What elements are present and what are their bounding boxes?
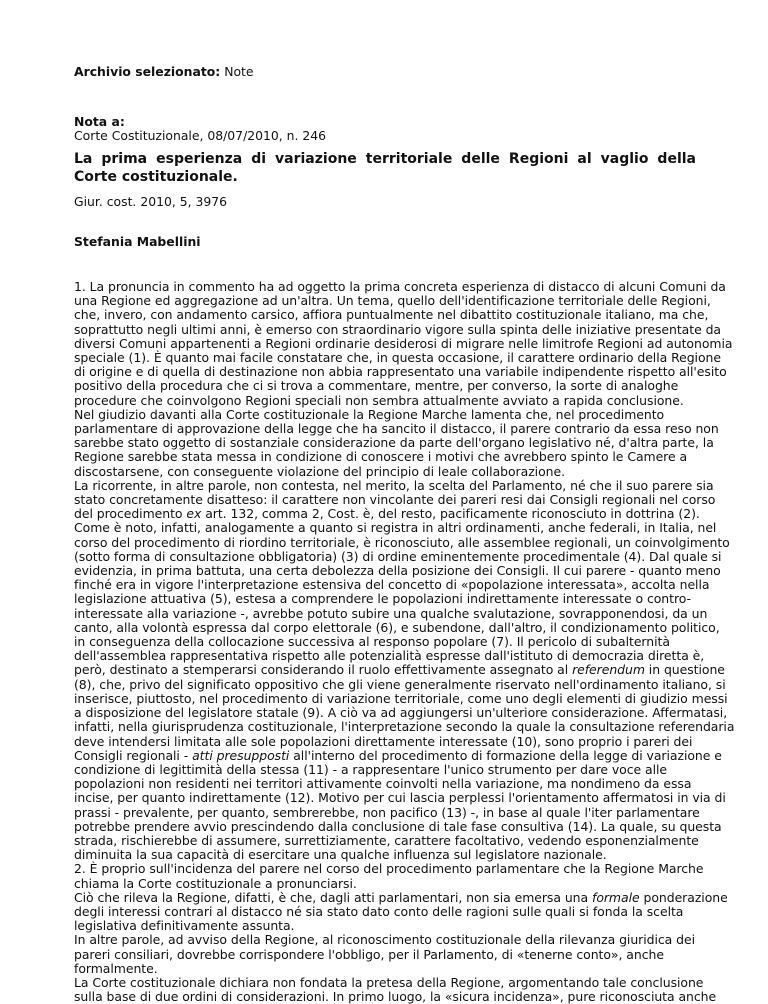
body-line: a disposizione del legislatore statale (9). A ciò va ad aggiungersi un'ulteriore considerazione. Affermatasi, [74, 705, 728, 721]
body-line: Ciò che rileva la Regione, difatti, è che, dagli atti parlamentari, non sia emersa una formale ponderazione [74, 889, 728, 905]
body-line: La ricorrente, in altre parole, non contesta, nel merito, la scelta del Parlamento, né che il suo parere sia [74, 477, 714, 493]
body-line: interessate alla variazione -, avrebbe potuto subire una qualche svalutazione, sovrapponendosi, da un [74, 605, 708, 621]
body-line: legislativa definitivamente assunta. [74, 918, 295, 934]
body-line: condizione di legittimità della stessa (11) - a rappresentare l'unico strumento per dare voce alle [74, 761, 668, 777]
body-line: (8), che, privo del significato oppositivo che gli viene generalmente riservato nell'ordinamento italiano, si [74, 676, 726, 692]
body-line: procedure che coinvolgono Regioni speciali non sembra attualmente avviato a rapida conclusione. [74, 392, 684, 408]
body-line: 2. È proprio sull'incidenza del parere nel corso del procedimento parlamentare che la Regione Marche [74, 861, 704, 877]
body-line: inserisce, piuttosto, nel procedimento di variazione territoriale, come uno degli elementi di giudizio messi [74, 690, 728, 706]
body-line: potrebbe prendere avvio prescindendo dalla conclusione di tale fase consultiva (14). La quale, su questa [74, 818, 722, 834]
body-line: formalmente. [74, 960, 158, 976]
body-line: strada, rischierebbe di assumere, surrettiziamente, carattere facoltativo, vedendo esponenzialmente [74, 832, 699, 848]
body-line: La Corte costituzionale dichiara non fondata la pretesa della Regione, argomentando tale conclusione [74, 974, 704, 990]
body-line: deve intendersi limitata alle sole popolazioni direttamente interessate (10), sono proprio i pareri dei [74, 733, 693, 749]
body-line: stato concretamente disatteso: il carattere non vincolante dei pareri resi dai Consigli regionali nel corso [74, 492, 716, 508]
body-line: Regione sarebbe stata messa in condizione di conoscere i motivi che avrebbero spinto le Camere a [74, 449, 688, 465]
body-line: finché era in vigore l'interpretazione estensiva del concetto di «popolazione interessata», accolta nella [74, 577, 710, 593]
body-line: che, invero, con andamento carsico, affiora puntualmente nel dibattito costituzionale italiano, ma che, [74, 307, 709, 323]
body-line: diversi Comuni appartenenti a Regioni ordinarie desiderosi di migrare nelle limitrofe Regioni ad autonomia [74, 335, 733, 351]
body-line: sulla base di due ordini di considerazioni. In primo luogo, la «sicura incidenza», pure riconosciuta anche [74, 989, 717, 1004]
archive-value: Note [224, 64, 254, 79]
article-citation: Giur. cost. 2010, 5, 3976 [74, 194, 228, 209]
body-line: 1. La pronuncia in commento ha ad oggetto la prima concreta esperienza di distacco di alcuni Comuni da [74, 279, 726, 294]
body-line: discostarsene, con conseguente violazione del principio di leale collaborazione. [74, 463, 565, 479]
archive-label: Archivio selezionato: [74, 64, 221, 79]
nota-label: Nota a: [74, 114, 125, 129]
body-line: corso del procedimento di riordino territoriale, è riconosciuto, alle assemblee regionali, un coinvolgimento [74, 534, 730, 550]
body-line: in conseguenza della collocazione successiva al responso popolare (7). Il pericolo di subalternità [74, 634, 670, 650]
body-line: pareri consiliari, dovrebbe corrispondere l'obbligo, per il Parlamento, di «tenerne conto», anche [74, 946, 664, 962]
body-line: chiama la Corte costituzionale a pronunciarsi. [74, 875, 357, 891]
body-line: positivo della procedura che ci si trova a commentare, mentre, per converso, la sorte di analoghe [74, 378, 679, 394]
body-line: canto, alla volontà espressa dal corpo elettorale (6), e subendone, dall'altro, il condizionamento politico, [74, 619, 720, 635]
nota-block [74, 115, 326, 143]
body-line: prassi - prevalente, per quanto, sembrerebbe, non pacifico (13) -, in base al quale l'iter parlamentare [74, 804, 700, 820]
body-line: incise, per quanto indirettamente (12). Motivo per cui lascia perplessi l'orientamento affermatosi in via di [74, 790, 726, 806]
archive-line [74, 64, 254, 79]
body-line: sarebbe stato oggetto di sostanziale considerazione da parte dell'organo legislativo né, d'altra parte, la [74, 435, 714, 451]
body-line: legislazione attuativa (5), estesa a comprendere le popolazioni indirettamente interessate o contro- [74, 591, 691, 607]
body-line: di origine e di quella di destinazione non abbia rappresentato una variabile indipendente rispetto all'esito [74, 364, 727, 380]
body-line: del procedimento ex art. 132, comma 2, Cost. è, del resto, pacificamente riconosciuto in dottrina (2). [74, 506, 700, 522]
article-title: La prima esperienza di variazione territoriale delle Regioni al vaglio della Corte costituzionale. [74, 151, 696, 185]
body-line: Nel giudizio davanti alla Corte costituzionale la Regione Marche lamenta che, nel procedimento [74, 406, 665, 422]
body-line: dell'assemblea rappresentativa rispetto alle potenzialità espresse dall'istituto di democrazia diretta è, [74, 648, 705, 664]
body-line: Consigli regionali - atti presupposti all'interno del procedimento di formazione della legge di variazione e [74, 747, 722, 763]
body-line: infatti, nella giurisprudenza costituzionale, l'interpretazione secondo la quale la consultazione referendaria [74, 719, 735, 735]
article-body [74, 279, 735, 1004]
body-line: soprattutto negli ultimi anni, è emerso con straordinario vigore sulla spinta delle iniziative presentate da [74, 321, 721, 337]
body-line: speciale (1). È quanto mai facile constatare che, in questa occasione, il carattere ordinario della Regione [74, 350, 721, 366]
body-line: In altre parole, ad avviso della Regione, al riconoscimento costituzionale della rilevanza giuridica dei [74, 932, 695, 948]
nota-value: Corte Costituzionale, 08/07/2010, n. 246 [74, 128, 327, 143]
body-line: degli interessi contrari al distacco né sia stato dato conto delle ragioni sulle quali si fonda la scelta [74, 903, 684, 919]
body-line: Come è noto, infatti, analogamente a quanto si registra in altri ordinamenti, anche federali, in Italia, nel [74, 520, 717, 536]
body-line: diminuita la sua capacità di esercitare una qualche influenza sul legislatore nazionale. [74, 847, 607, 863]
body-line: parlamentare di approvazione della legge che ha sancito il distacco, il parere contrario da essa reso non [74, 421, 719, 437]
article-author: Stefania Mabellini [74, 234, 201, 249]
body-line: però, destinato a stemperarsi considerando il ruolo effettivamente assegnato al referendum in questione [74, 662, 725, 678]
body-line: popolazioni non residenti nei territori attivamente coinvolti nella variazione, ma nondimeno da essa [74, 776, 692, 792]
body-line: evidenzia, in prima battuta, una certa debolezza della posizione dei Consigli. Il cui parere - quanto meno [74, 563, 721, 579]
body-line: (sotto forma di consultazione obbligatoria) (3) di ordine eminentemente procedimentale (4). Dal quale si [74, 548, 722, 564]
body-line: una Regione ed aggregazione ad un'altra. Un tema, quello dell'identificazione territoriale delle Regioni, [74, 293, 711, 309]
